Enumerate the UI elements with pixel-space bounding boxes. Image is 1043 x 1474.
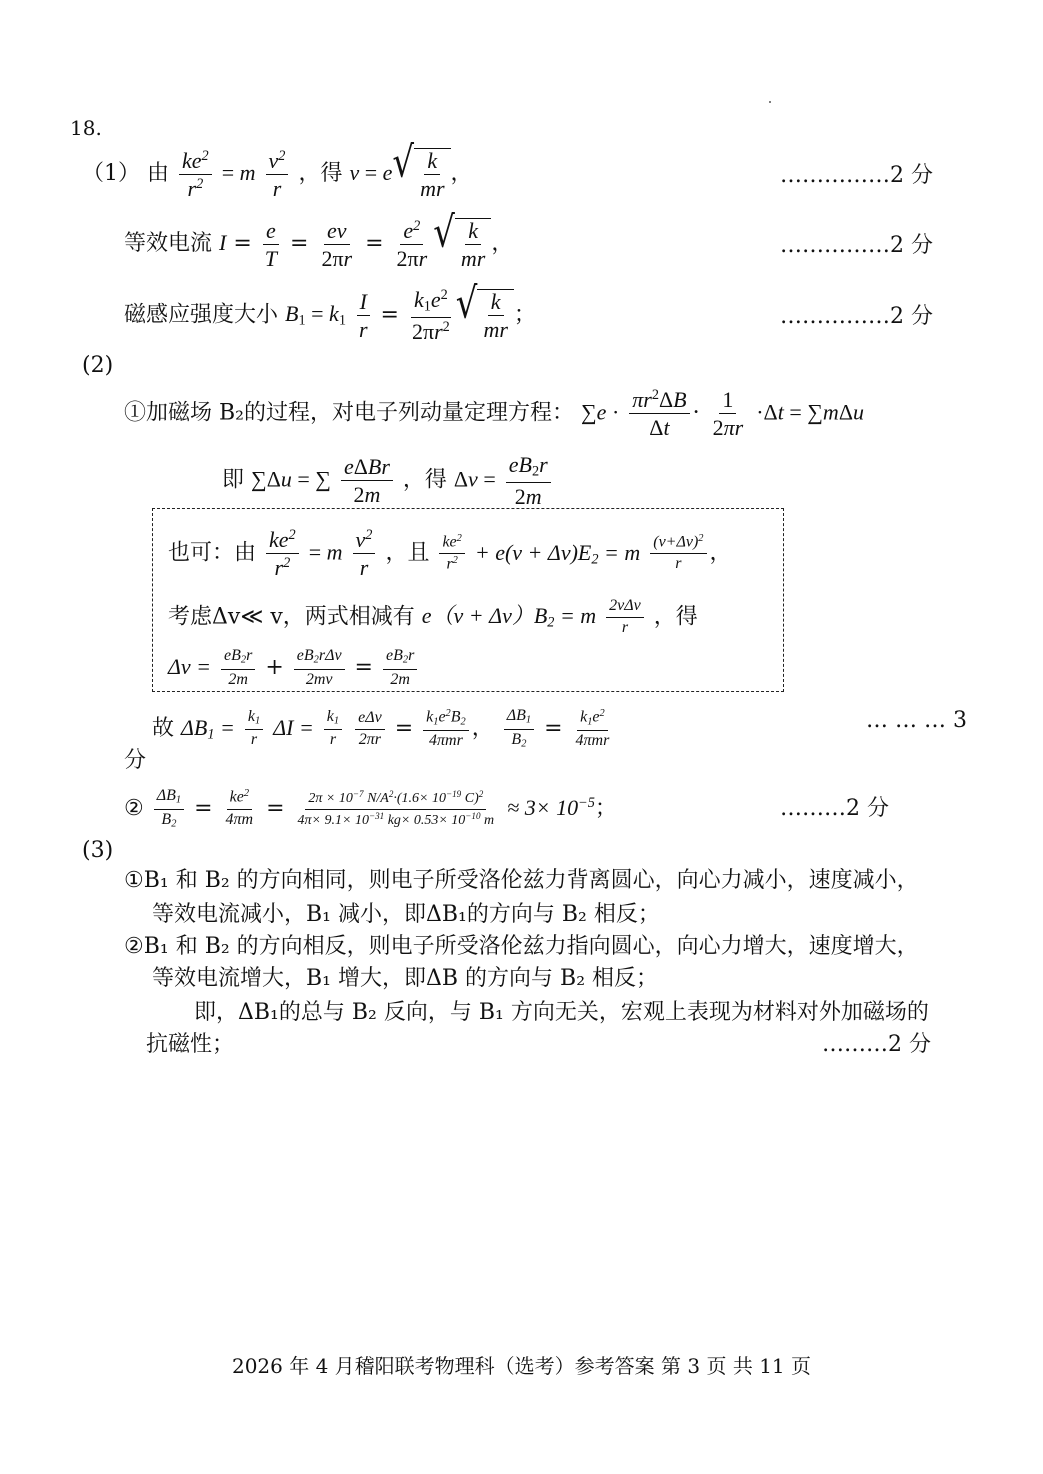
- part3-label: (3): [82, 838, 114, 863]
- part1-score2: ……………2 分: [780, 233, 933, 258]
- alt-line1: 也可：由 $\frac{ke^2}{r^2}$ = m $\frac{v^2}{r}$ ，且 $\frac{ke^2}{r^2}$ + $e(v + \Delta v)E_2 = m$ $\frac{(v+\Delta v)^2}{r}$ ，: [168, 527, 732, 581]
- speck: [769, 101, 771, 103]
- part1-line1-mid: ，得: [298, 161, 343, 187]
- part2-step1-text: ①加磁场 B₂的过程，对电子列动量定理方程：: [124, 400, 574, 426]
- part2-label: (2): [82, 353, 114, 378]
- alt-line2-text: 考虑Δv≪ v，两式相减有: [168, 604, 415, 630]
- part1-line3-prefix: 磁感应强度大小: [124, 302, 279, 328]
- part1-score3: ……………2 分: [780, 304, 933, 329]
- alt-line2: 考虑Δv≪ v，两式相减有 $e(v + \Delta v)B_2 = m$ $\frac{\text{2vΔv}}{r}$ ，得: [168, 597, 698, 636]
- page-footer: 2026 年 4 月稽阳联考物理科（选考）参考答案 第 3 页 共 11 页: [231, 1354, 811, 1378]
- part3-line2: 等效电流减小，B₁ 减小，即ΔB₁的方向与 B₂ 相反；: [152, 902, 660, 927]
- alt-line1-mid: ，且: [385, 540, 430, 566]
- part2-result: 故 $\Delta B_1$ = $\frac{k_1}{r}$ ΔI = $\frac{k_1}{r}$ $\frac{\text{eΔv}}{2\pi r}$ = $\frac{k_1e^2B_2}{\text{4πmr}}$ ， $\frac{\Delta B_1}{B_2}$ = $\frac{k_1e^2}{\text{4πmr}}$: [152, 707, 610, 750]
- problem-number: 18.: [70, 116, 102, 140]
- part3-line4: 等效电流增大，B₁ 增大，即ΔB 的方向与 B₂ 相反；: [152, 966, 659, 991]
- part2-result-score-cont: 分: [124, 748, 147, 773]
- alt-line1-prefix: 也可：由: [168, 540, 257, 566]
- part3-line6: 抗磁性；: [146, 1032, 235, 1057]
- part3-line3: ②B₁ 和 B₂ 的方向相反，则电子所受洛伦兹力指向圆心，向心力增大，速度增大，: [124, 934, 919, 959]
- part2-step2: ② $\frac{\Delta B_1}{B_2}$ = $\frac{ke^2}{4\pi m}$ = $\frac{2\pi \times 10^{-7} N/A^2\cdot(1.6\times 10^{-19} C)^2}{4\pi\times 9.1\times 10^{-31} kg\times 0.53\times 10^{-10} m}$ ≈ $3\times 10^{-5}$；: [124, 787, 617, 830]
- part1-line2: 等效电流 I = $\frac{e}{T}$ = $\frac{ev}{2\pi r}$ = $\frac{e^2}{2\pi r}$ √ $\frac{k}{mr}$ ，: [124, 207, 514, 272]
- part1-line1-prefix: 由: [147, 161, 170, 187]
- part2-result-score: … … … 3: [866, 708, 967, 733]
- part2-step2-score: ………2 分: [780, 796, 889, 821]
- part2-step1b-mid: ，得: [402, 467, 447, 493]
- part1-line3: 磁感应强度大小 $B_1 = k_1$ $\frac{I}{r}$ = $\frac{k_1e^2}{2\pi r^2}$ √ $\frac{k}{mr}$ ；: [124, 278, 536, 344]
- part2-step1b: 即 ∑Δu = ∑ $\frac{\text{eΔBr}}{2m}$ ，得 Δv = $\frac{eB_2r}{2m}$: [222, 453, 554, 508]
- part1-label: （1）: [82, 161, 140, 187]
- part3-score: ………2 分: [822, 1032, 931, 1057]
- alt-line3: Δv = $\frac{eB_2r}{2m}$ + $\frac{eB_2r\Delta v}{2mv}$ = $\frac{eB_2r}{2m}$: [168, 648, 420, 688]
- part2-step1b-prefix: 即: [222, 467, 245, 493]
- part1-score1: ……………2 分: [780, 163, 933, 188]
- part1-line2-prefix: 等效电流: [124, 231, 213, 257]
- part1-line1: （1） 由 $\frac{ke^2}{r^2}$ = m $\frac{v^2}{r}$ ，得 v = e √ $\frac{k}{mr}$ ，: [82, 137, 473, 202]
- part2-result-prefix: 故: [152, 716, 175, 742]
- alt-line2-end: ，得: [653, 604, 698, 630]
- part2-step1: ①加磁场 B₂的过程，对电子列动量定理方程： ∑e · $\frac{\pi r^2\Delta B}{\Delta t}$ · $\frac{1}{2\pi r}$ ·Δt = ∑mΔu: [124, 387, 864, 441]
- part3-line5: 即，ΔB₁的总与 B₂ 反向，与 B₁ 方向无关，宏观上表现为材料对外加磁场的: [194, 1000, 929, 1025]
- part3-line1: ①B₁ 和 B₂ 的方向相同，则电子所受洛伦兹力背离圆心，向心力减小，速度减小，: [124, 868, 919, 893]
